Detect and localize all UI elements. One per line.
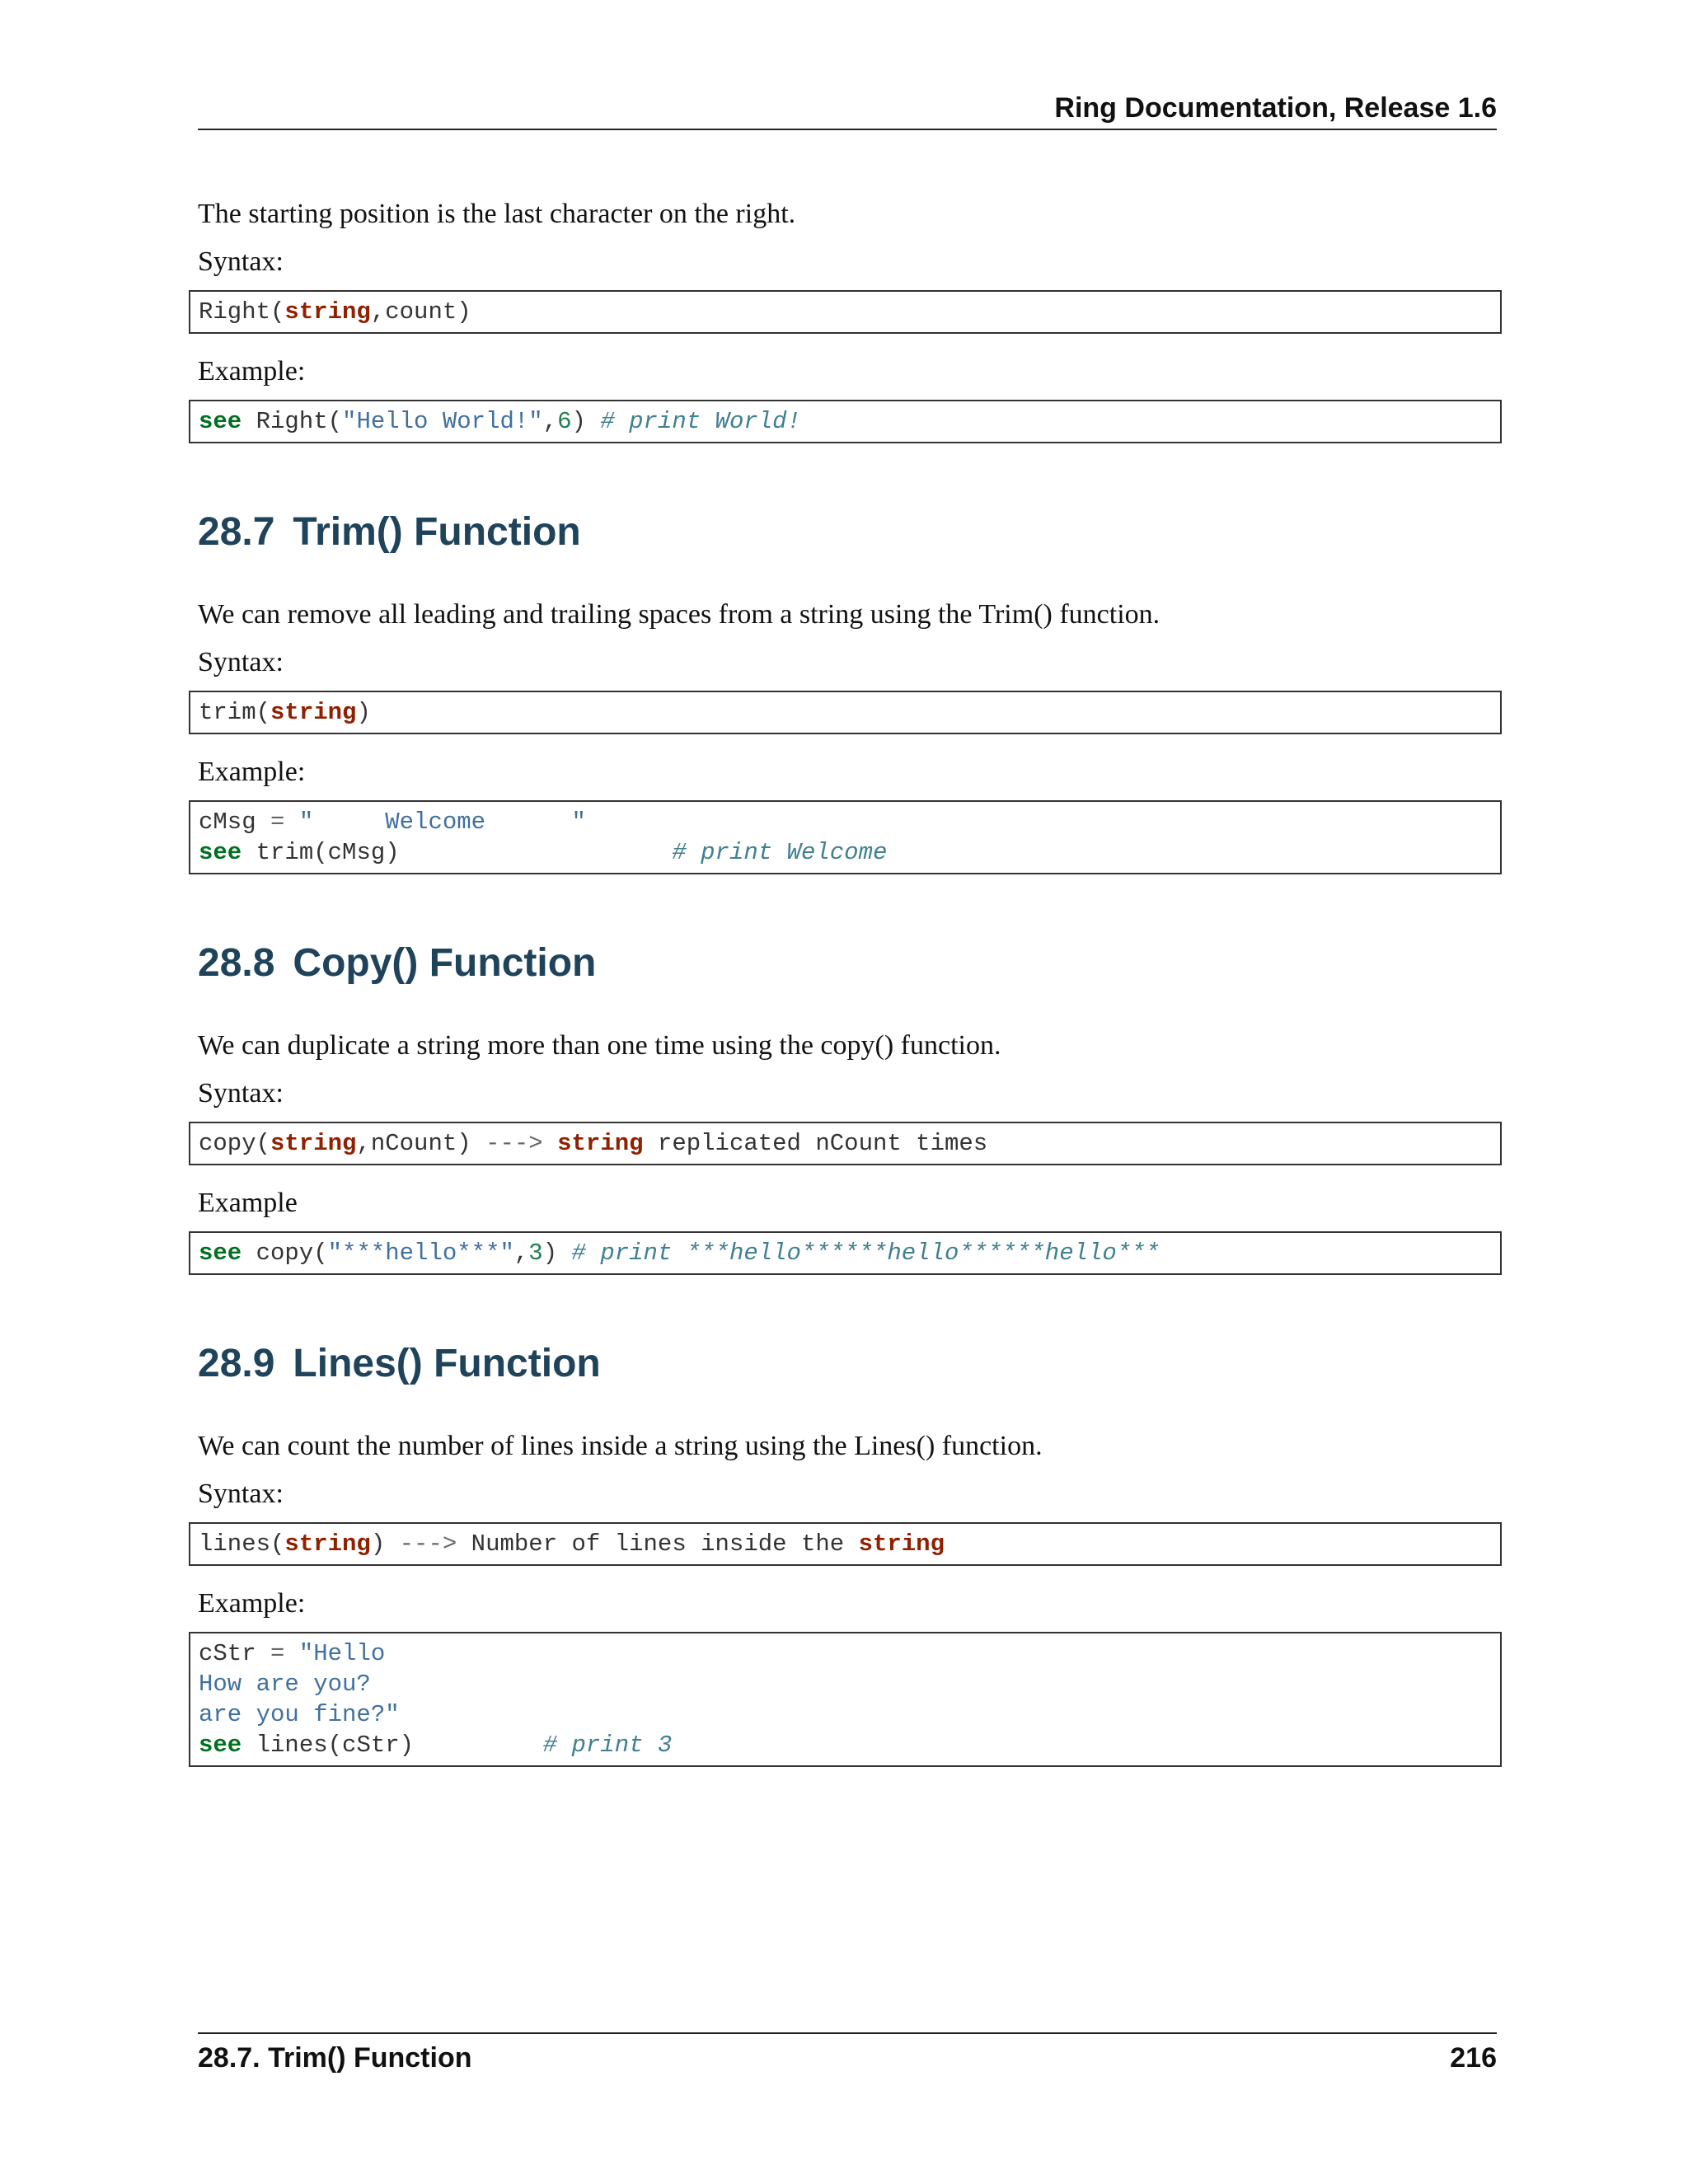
document-title: Ring Documentation, Release 1.6 [1054,92,1497,124]
copy-example-code-block [189,1231,1502,1275]
right-intro-text: The starting position is the last character on the right. [198,199,796,229]
code-line: lines(string) ---> Number of lines inside the string [199,1530,945,1558]
right-function-section [198,196,1500,443]
right-example-code-block [189,400,1502,443]
section-number: 28.9 [198,1342,275,1385]
code-line: see trim(cMsg) # print Welcome [199,839,888,866]
section-title: Trim() Function [293,510,581,554]
footer-section-title: 28.7. Trim() Function [198,2042,472,2074]
page-footer [198,2032,1497,2074]
syntax-label: Syntax: [198,1078,284,1108]
section-title: Copy() Function [293,941,597,985]
page-content [198,196,1500,1787]
trim-intro-text: We can remove all leading and trailing spaces from a string using the Trim() function. [198,599,1160,630]
page-header [198,89,1497,130]
code-line: see lines(cStr) # print 3 [199,1732,673,1759]
syntax-label: Syntax: [198,1479,284,1509]
syntax-label: Syntax: [198,647,284,677]
copy-syntax-code-block [189,1122,1502,1165]
lines-intro-text: We can count the number of lines inside a string using the Lines() function. [198,1431,1043,1461]
section-title: Lines() Function [293,1342,601,1385]
code-line: copy(string,nCount) ---> string replicated nCount times [199,1130,988,1157]
code-line: are you fine?" [199,1701,400,1728]
code-line: see copy("***hello***",3) # print ***hello******hello******hello*** [199,1240,1160,1267]
code-line: How are you? [199,1671,371,1698]
section-number: 28.7 [198,510,275,554]
example-label: Example: [198,356,306,387]
code-line: cMsg = " Welcome " [199,808,586,836]
trim-function-section [198,508,1500,874]
lines-function-section [198,1339,1500,1767]
example-label: Example [198,1188,298,1218]
syntax-label: Syntax: [198,246,284,277]
right-syntax-code-block [189,290,1502,334]
section-number: 28.8 [198,941,275,985]
lines-example-code-block [189,1632,1502,1767]
lines-syntax-code-block [189,1522,1502,1566]
copy-intro-text: We can duplicate a string more than one time using the copy() function. [198,1030,1001,1061]
section-heading-copy [198,939,1500,988]
section-heading-lines [198,1339,1500,1389]
trim-example-code-block [189,800,1502,874]
copy-function-section [198,939,1500,1275]
example-label: Example: [198,1588,306,1619]
trim-syntax-code-block [189,691,1502,734]
section-heading-trim [198,508,1500,557]
code-line: Right(string,count) [199,298,471,326]
code-line: cStr = "Hello [199,1640,386,1667]
code-line: trim(string) [199,699,371,726]
code-line: see Right("Hello World!",6) # print World! [199,408,801,435]
example-label: Example: [198,757,306,787]
page-number: 216 [1450,2042,1497,2074]
